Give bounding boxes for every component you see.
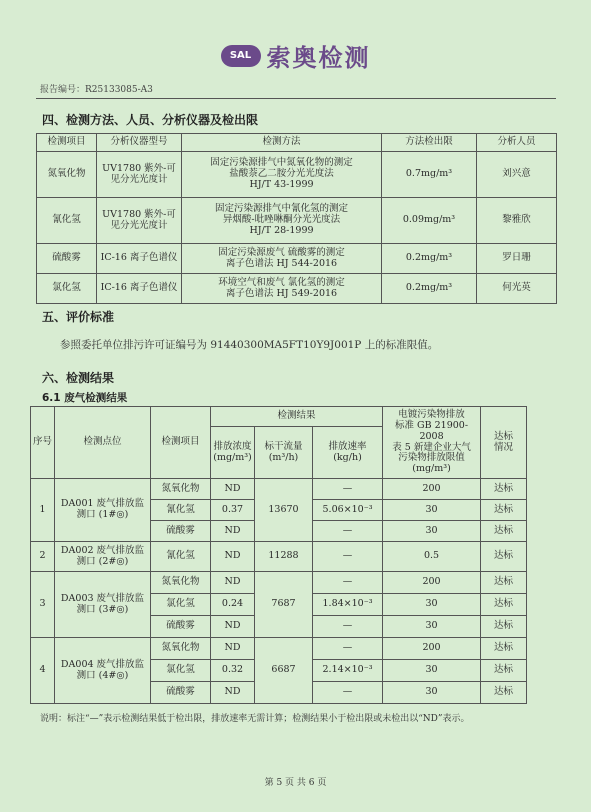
evaluation-standard-text: 参照委托单位排污许可证编号为 91440300MA5FT10Y9J001P 上的标准限值。 — [60, 339, 439, 351]
header-limit-line: (mg/m³) — [412, 463, 451, 475]
methods-header-item: 检测项目 — [37, 134, 97, 152]
method-line: 环境空气和废气 氯化氢的测定 — [218, 276, 345, 288]
row-rate: 5.06×10⁻³ — [313, 500, 383, 521]
header-item: 检测项目 — [151, 407, 211, 479]
row-limit: 30 — [383, 594, 481, 616]
row-conc: ND — [211, 682, 255, 704]
row-rate: — — [313, 572, 383, 594]
header-flow-label: 标干流量 — [264, 440, 303, 452]
row-flow: 7687 — [255, 572, 313, 638]
row-flow: 11288 — [255, 542, 313, 572]
method-item: 硫酸雾 — [37, 244, 97, 274]
methods-row — [37, 198, 557, 244]
method-item: 氮氧化物 — [37, 152, 97, 198]
methods-table — [36, 133, 557, 304]
results-table — [30, 406, 527, 704]
row-conc: ND — [211, 542, 255, 572]
method-line: HJ/T 28-1999 — [249, 224, 314, 236]
company-name: 索奥检测 — [266, 44, 371, 72]
method-description — [182, 198, 382, 244]
method-instrument: IC-16 离子色谱仪 — [97, 244, 182, 274]
method-description — [182, 274, 382, 304]
row-status: 达标 — [481, 500, 527, 521]
method-analyst: 黎雅欣 — [477, 198, 557, 244]
row-limit: 30 — [383, 682, 481, 704]
row-limit: 30 — [383, 660, 481, 682]
header-limit-line: 污染物排放限值 — [398, 452, 465, 464]
row-point: DA003 废气排放监测口 (3#◎) — [55, 572, 151, 638]
method-analyst: 罗日珊 — [477, 244, 557, 274]
row-item: 硫酸雾 — [151, 616, 211, 638]
method-line: 固定污染源废气 硫酸雾的测定 — [218, 246, 345, 258]
method-instrument: UV1780 紫外-可见分光光度计 — [97, 152, 182, 198]
row-item: 氰化氢 — [151, 542, 211, 572]
sal-logo-badge: SAL — [221, 45, 261, 67]
row-conc: ND — [211, 521, 255, 542]
row-status: 达标 — [481, 572, 527, 594]
header-limit-line: 电镀污染物排放 — [398, 408, 465, 420]
row-rate: — — [313, 521, 383, 542]
method-line: 固定污染源排气中氰化氢的测定 — [214, 203, 348, 215]
header-flow — [255, 427, 313, 479]
header-rate-label: 排放速率 — [328, 440, 367, 452]
row-status: 达标 — [481, 594, 527, 616]
row-seq: 4 — [31, 638, 55, 704]
section-4-title: 四、检测方法、人员、分析仪器及检出限 — [42, 113, 259, 127]
header-rate-unit: (kg/h) — [333, 451, 362, 463]
row-point: DA004 废气排放监测口 (4#◎) — [55, 638, 151, 704]
methods-header-instrument: 分析仪器型号 — [97, 134, 182, 152]
row-conc: ND — [211, 572, 255, 594]
header-divider — [36, 98, 556, 99]
row-limit: 30 — [383, 616, 481, 638]
row-item: 氰化氢 — [151, 500, 211, 521]
row-limit: 30 — [383, 521, 481, 542]
row-conc: 0.32 — [211, 660, 255, 682]
row-item: 硫酸雾 — [151, 682, 211, 704]
header-flow-unit: (m³/h) — [268, 451, 299, 463]
row-limit: 30 — [383, 500, 481, 521]
method-instrument: UV1780 紫外-可见分光光度计 — [97, 198, 182, 244]
row-limit: 200 — [383, 479, 481, 500]
row-status: 达标 — [481, 638, 527, 660]
method-description — [182, 152, 382, 198]
row-rate: — — [313, 542, 383, 572]
results-note: 说明：标注“—”表示检测结果低于检出限，排放速率无需计算；检测结果小于检出限或未检出以“ND”表示。 — [40, 714, 470, 724]
row-point: DA002 废气排放监测口 (2#◎) — [55, 542, 151, 572]
section-6-title: 六、检测结果 — [42, 371, 115, 385]
method-line: HJ/T 43-1999 — [249, 178, 314, 190]
method-line: 离子色谱法 HJ 544-2016 — [225, 257, 338, 269]
row-item: 氮氧化物 — [151, 572, 211, 594]
row-rate: — — [313, 616, 383, 638]
row-conc: ND — [211, 616, 255, 638]
methods-header-limit: 方法检出限 — [382, 134, 477, 152]
header-status-line: 达标 — [494, 430, 514, 442]
methods-header-method: 检测方法 — [182, 134, 382, 152]
row-seq: 2 — [31, 542, 55, 572]
header-rate — [313, 427, 383, 479]
row-flow: 13670 — [255, 479, 313, 542]
report-number-label: 报告编号： — [40, 85, 86, 95]
section-5-title: 五、评价标准 — [42, 310, 115, 324]
header-point: 检测点位 — [55, 407, 151, 479]
row-item: 氯化氢 — [151, 594, 211, 616]
methods-row — [37, 244, 557, 274]
method-line: 盐酸萘乙二胺分光光度法 — [229, 168, 334, 180]
method-line: 离子色谱法 HJ 549-2016 — [225, 287, 338, 299]
methods-row — [37, 274, 557, 304]
header-limit-line: 标准 GB 21900-2008 — [395, 419, 469, 442]
report-number-value: R25133085-A3 — [85, 85, 153, 95]
row-limit: 200 — [383, 638, 481, 660]
method-item: 氯化氢 — [37, 274, 97, 304]
header-conc — [211, 427, 255, 479]
methods-header-row — [37, 134, 557, 152]
method-limit: 0.2mg/m³ — [382, 244, 477, 274]
method-line: 异烟酸-吡唑啉酮分光光度法 — [222, 214, 341, 226]
row-rate: — — [313, 638, 383, 660]
row-limit: 200 — [383, 572, 481, 594]
table-row — [31, 479, 527, 500]
method-analyst: 何光英 — [477, 274, 557, 304]
method-item: 氰化氢 — [37, 198, 97, 244]
methods-row — [37, 152, 557, 198]
row-rate: 2.14×10⁻³ — [313, 660, 383, 682]
header-seq: 序号 — [31, 407, 55, 479]
row-item: 硫酸雾 — [151, 521, 211, 542]
row-conc: 0.37 — [211, 500, 255, 521]
row-item: 氯化氢 — [151, 660, 211, 682]
company-logo — [221, 38, 371, 73]
table-row — [31, 542, 527, 572]
row-conc: ND — [211, 479, 255, 500]
row-item: 氮氧化物 — [151, 638, 211, 660]
method-instrument: IC-16 离子色谱仪 — [97, 274, 182, 304]
row-status: 达标 — [481, 479, 527, 500]
row-rate: — — [313, 479, 383, 500]
methods-header-analyst: 分析人员 — [477, 134, 557, 152]
table-row — [31, 638, 527, 660]
row-status: 达标 — [481, 521, 527, 542]
method-description — [182, 244, 382, 274]
method-limit: 0.7mg/m³ — [382, 152, 477, 198]
header-status — [481, 407, 527, 479]
row-rate: 1.84×10⁻³ — [313, 594, 383, 616]
report-number — [40, 82, 153, 95]
method-limit: 0.09mg/m³ — [382, 198, 477, 244]
row-conc: ND — [211, 638, 255, 660]
method-line: 固定污染源排气中氮氧化物的测定 — [210, 157, 353, 169]
method-analyst: 刘兴意 — [477, 152, 557, 198]
row-point: DA001 废气排放监测口 (1#◎) — [55, 479, 151, 542]
header-limit — [383, 407, 481, 479]
row-item: 氮氧化物 — [151, 479, 211, 500]
header-status-line: 情况 — [494, 441, 514, 453]
header-conc-label: 排放浓度 — [213, 440, 252, 452]
header-results: 检测结果 — [211, 407, 383, 427]
row-seq: 3 — [31, 572, 55, 638]
row-seq: 1 — [31, 479, 55, 542]
section-6-1-title: 6.1 废气检测结果 — [42, 392, 128, 404]
company-header — [0, 38, 591, 73]
row-flow: 6687 — [255, 638, 313, 704]
table-row — [31, 572, 527, 594]
method-limit: 0.2mg/m³ — [382, 274, 477, 304]
page-number: 第 5 页 共 6 页 — [264, 778, 327, 788]
row-rate: — — [313, 682, 383, 704]
results-header-row — [31, 407, 527, 427]
row-status: 达标 — [481, 542, 527, 572]
row-status: 达标 — [481, 660, 527, 682]
header-conc-unit: (mg/m³) — [213, 451, 252, 463]
row-conc: 0.24 — [211, 594, 255, 616]
row-status: 达标 — [481, 616, 527, 638]
header-limit-line: 表 5 新建企业大气 — [392, 441, 471, 453]
row-status: 达标 — [481, 682, 527, 704]
row-limit: 0.5 — [383, 542, 481, 572]
